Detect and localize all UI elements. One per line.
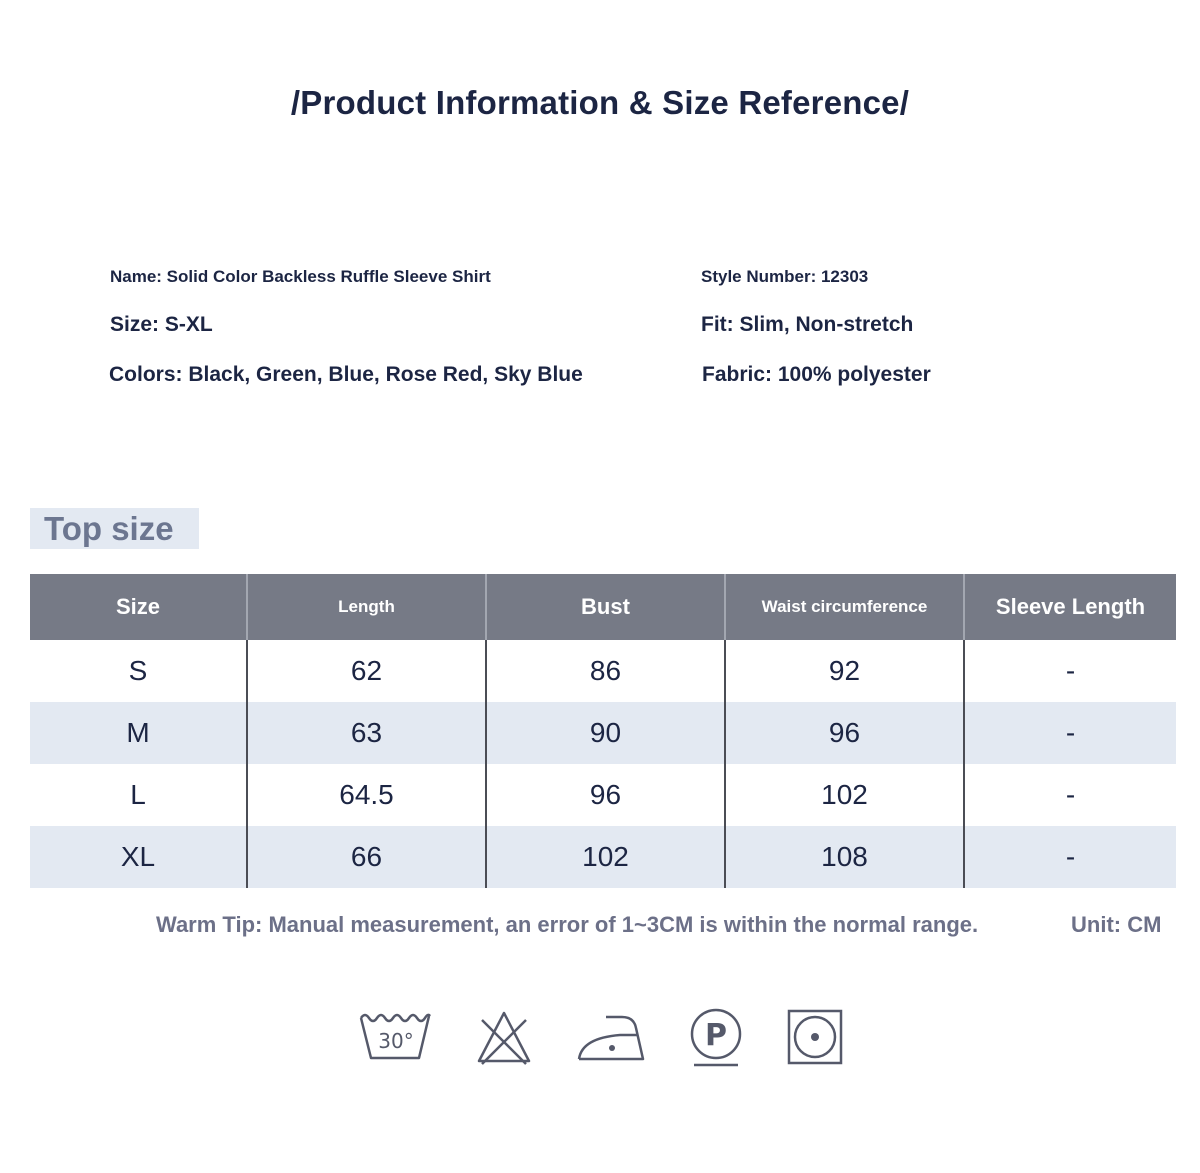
header-length: Length xyxy=(247,574,486,640)
tumble-dry-icon xyxy=(786,1008,844,1066)
cell-size: S xyxy=(128,655,148,686)
cell-length: 62 xyxy=(247,640,486,702)
style-number: Style Number: 12303 xyxy=(701,267,869,286)
cell-bust: 102 xyxy=(486,826,725,888)
cell-waist: 102 xyxy=(725,764,964,826)
wash-30-icon xyxy=(358,1008,432,1066)
cell-bust: 86 xyxy=(486,640,725,702)
warm-tip: Warm Tip: Manual measurement, an error of 1~3CM is within the normal range. xyxy=(156,912,979,937)
cell-size: L xyxy=(130,779,146,810)
table-row xyxy=(30,640,1176,702)
cell-sleeve: - xyxy=(964,764,1176,826)
header-bust: Bust xyxy=(486,574,725,640)
unit-label: Unit: CM xyxy=(1071,912,1162,937)
size-range: Size: S-XL xyxy=(110,313,213,336)
product-name: Name: Solid Color Backless Ruffle Sleeve Shirt xyxy=(110,267,491,286)
iron-low-icon xyxy=(576,1008,646,1066)
header-waist: Waist circumference xyxy=(725,574,964,640)
cell-bust: 96 xyxy=(486,764,725,826)
section-label-top-size: Top size xyxy=(30,508,199,549)
cell-bust: 90 xyxy=(486,702,725,764)
cell-waist: 92 xyxy=(725,640,964,702)
cell-waist: 96 xyxy=(725,702,964,764)
table-row xyxy=(30,702,1176,764)
cell-sleeve: - xyxy=(964,702,1176,764)
colors-list: Colors: Black, Green, Blue, Rose Red, Sky Blue xyxy=(109,363,583,386)
size-table xyxy=(30,574,1176,888)
page-title: /Product Information & Size Reference/ xyxy=(290,84,910,121)
cell-size: XL xyxy=(30,826,247,888)
no-bleach-icon xyxy=(474,1008,534,1066)
header-size: Size xyxy=(30,574,247,640)
wash-temp-label: 30° xyxy=(378,1029,414,1053)
table-header-row xyxy=(30,574,1176,640)
cell-length: 63 xyxy=(247,702,486,764)
cell-length: 64.5 xyxy=(247,764,486,826)
fit: Fit: Slim, Non-stretch xyxy=(701,313,914,336)
cell-length: 66 xyxy=(247,826,486,888)
cell-sleeve: - xyxy=(964,826,1176,888)
dry-clean-p-icon xyxy=(686,1008,746,1068)
table-row xyxy=(30,764,1176,826)
dry-clean-code: P xyxy=(705,1018,727,1053)
fabric: Fabric: 100% polyester xyxy=(702,363,931,386)
cell-sleeve: - xyxy=(964,640,1176,702)
cell-waist: 108 xyxy=(725,826,964,888)
cell-size: M xyxy=(30,702,247,764)
header-sleeve-length: Sleeve Length xyxy=(964,574,1176,640)
table-row xyxy=(30,826,1176,888)
